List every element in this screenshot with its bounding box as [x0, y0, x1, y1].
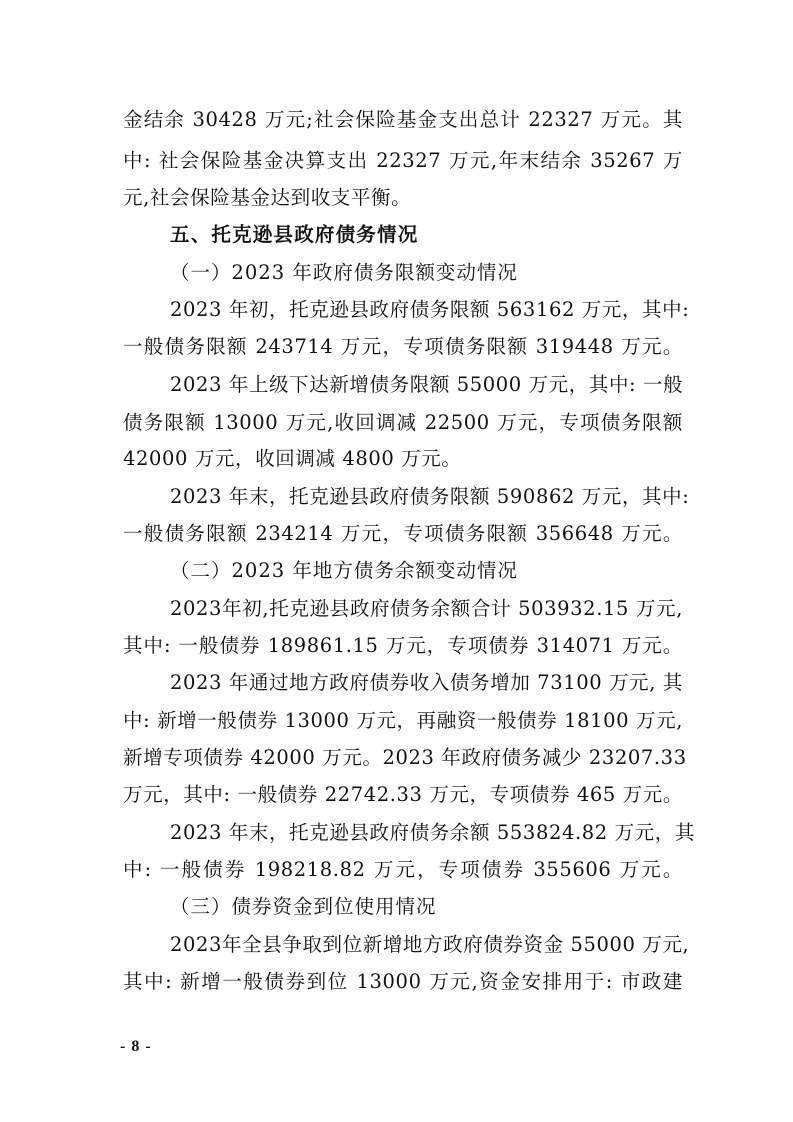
paragraph-line: 2023年初,托克逊县政府债务余额合计 503932.15 万元,	[170, 597, 683, 620]
section-heading: 五、托克逊县政府债务情况	[170, 223, 419, 246]
paragraph-line: 其中: 一般债券 189861.15 万元，专项债券 314071 万元。	[123, 634, 683, 657]
paragraph-line: 42000 万元，收回调减 4800 万元。	[123, 447, 462, 470]
paragraph-line: 其中: 新增一般债券到位 13000 万元,资金安排用于: 市政建	[123, 970, 683, 993]
paragraph-line: 万元，其中: 一般债券 22742.33 万元，专项债券 465 万元。	[123, 783, 683, 806]
subsection-heading: （三）债券资金到位使用情况	[170, 895, 437, 918]
paragraph-line: 2023 年上级下达新增债务限额 55000 万元，其中: 一般	[170, 373, 684, 396]
paragraph-line: 2023年全县争取到位新增地方政府债券资金 55000 万元,	[170, 933, 690, 956]
subsection-heading: （二）2023 年地方债务余额变动情况	[170, 559, 518, 582]
paragraph-line: 一般债务限额 243714 万元，专项债务限额 319448 万元。	[123, 335, 683, 358]
paragraph-line: 2023 年初，托克逊县政府债务限额 563162 万元，其中:	[170, 298, 690, 321]
paragraph-line: 中: 社会保险基金决算支出 22327 万元,年末结余 35267 万	[123, 149, 683, 172]
paragraph-line: 元,社会保险基金达到收支平衡。	[123, 186, 412, 209]
paragraph-line: 2023 年通过地方政府债券收入债务增加 73100 万元, 其	[170, 671, 683, 694]
page-number: - 8 -	[120, 1038, 152, 1055]
paragraph-line: 2023 年末，托克逊县政府债务限额 590862 万元，其中:	[170, 485, 690, 508]
paragraph-line: 2023 年末，托克逊县政府债务余额 553824.82 万元，其	[170, 821, 695, 844]
paragraph-line: 一般债务限额 234214 万元，专项债务限额 356648 万元。	[123, 522, 683, 545]
subsection-heading: （一）2023 年政府债务限额变动情况	[170, 261, 518, 284]
paragraph-line: 中: 新增一般债券 13000 万元，再融资一般债券 18100 万元,	[123, 709, 683, 732]
paragraph-line: 中: 一般债券 198218.82 万元，专项债券 355606 万元。	[123, 858, 683, 881]
paragraph-line: 债务限额 13000 万元,收回调减 22500 万元，专项债务限额	[123, 411, 683, 434]
paragraph-line: 新增专项债券 42000 万元。2023 年政府债务减少 23207.33	[123, 746, 687, 769]
paragraph-line: 金结余 30428 万元;社会保险基金支出总计 22327 万元。其	[123, 108, 683, 131]
